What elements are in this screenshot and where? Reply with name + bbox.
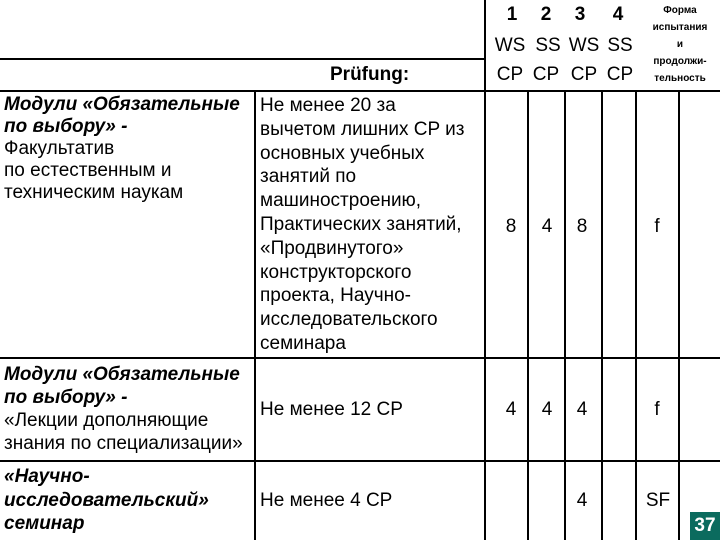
module-line: по естественным и bbox=[4, 160, 172, 181]
requirement-line: вычетом лишних CP из bbox=[260, 118, 465, 140]
module-name bbox=[4, 363, 256, 455]
requirement-line: Практических занятий, bbox=[260, 213, 462, 235]
semester-4: 4 bbox=[612, 4, 624, 25]
cp-header-1: CP bbox=[496, 64, 524, 85]
module-line: исследовательский» bbox=[4, 489, 209, 511]
cp-header-4: CP bbox=[606, 64, 634, 85]
semester-3: 3 bbox=[574, 4, 586, 25]
requirement-line: Не менее 12 CP bbox=[260, 399, 403, 420]
cp-header-3: CP bbox=[570, 64, 598, 85]
page-number-badge: 37 bbox=[690, 512, 720, 540]
cp-header-2: CP bbox=[532, 64, 560, 85]
module-name bbox=[4, 465, 256, 536]
module-line: Факультатив bbox=[4, 138, 115, 159]
requirement bbox=[260, 399, 484, 421]
cp-value: 4 bbox=[576, 490, 588, 511]
requirement-line: проекта, Научно- bbox=[260, 285, 411, 307]
requirement-line: Не менее 20 за bbox=[260, 95, 396, 116]
term-ss-4: SS bbox=[607, 35, 633, 56]
module-line: «Лекции дополняющие bbox=[4, 410, 209, 431]
requirement bbox=[260, 490, 484, 512]
module-line: знания по специализации» bbox=[4, 433, 243, 454]
module-line: по выбору» - bbox=[4, 387, 128, 408]
module-line: «Научно- bbox=[4, 466, 90, 487]
exam-form: f bbox=[654, 216, 660, 237]
col-divider-sem3 bbox=[601, 90, 603, 540]
form-header-line: продолжи- bbox=[653, 56, 707, 67]
requirement-line: исследовательского bbox=[260, 309, 438, 331]
col-divider-sem1 bbox=[527, 90, 529, 540]
form-header-line: испытания bbox=[652, 22, 708, 33]
cp-value: 4 bbox=[541, 399, 553, 420]
col-divider-form bbox=[678, 90, 680, 540]
term-ws-1: WS bbox=[494, 35, 526, 56]
form-header-line: Форма bbox=[663, 5, 697, 16]
requirement-line: занятий по bbox=[260, 166, 357, 188]
semester-1: 1 bbox=[506, 4, 518, 25]
requirement-line: конструкторского bbox=[260, 261, 412, 283]
term-ws-3: WS bbox=[568, 35, 600, 56]
form-header-line: тельность bbox=[654, 73, 706, 84]
cp-value: 8 bbox=[576, 216, 588, 237]
term-ss-2: SS bbox=[535, 35, 561, 56]
module-line: семинар bbox=[4, 513, 85, 534]
requirement-line: Не менее 4 CP bbox=[260, 490, 393, 511]
header-table-line bbox=[0, 90, 720, 92]
module-line: Модули «Обязательные bbox=[4, 364, 240, 385]
row-divider-2 bbox=[0, 460, 720, 462]
module-name bbox=[4, 94, 256, 204]
col-divider-requirement bbox=[484, 0, 486, 540]
col-divider-sem4 bbox=[635, 90, 637, 540]
col-divider-sem2 bbox=[564, 90, 566, 540]
module-line: техническим наукам bbox=[4, 182, 184, 203]
module-line: по выбору» - bbox=[4, 116, 128, 137]
requirement-line: машиностроению, bbox=[260, 190, 422, 212]
prufung-label: Prüfung: bbox=[330, 64, 410, 85]
form-header-line: и bbox=[676, 39, 684, 50]
header-bottom-line bbox=[0, 58, 485, 60]
requirement-line: основных учебных bbox=[260, 142, 425, 164]
exam-form: SF bbox=[645, 490, 671, 511]
cp-value: 8 bbox=[505, 216, 517, 237]
cp-value: 4 bbox=[505, 399, 517, 420]
cp-value: 4 bbox=[576, 399, 588, 420]
module-line: Модули «Обязательные bbox=[4, 94, 240, 115]
cp-value: 4 bbox=[541, 216, 553, 237]
requirement-line: «Продвинутого» bbox=[260, 237, 404, 259]
requirement-line: семинара bbox=[260, 332, 346, 354]
semester-2: 2 bbox=[540, 4, 552, 25]
row-divider-1 bbox=[0, 357, 720, 359]
exam-form: f bbox=[654, 399, 660, 420]
requirement bbox=[260, 94, 484, 356]
